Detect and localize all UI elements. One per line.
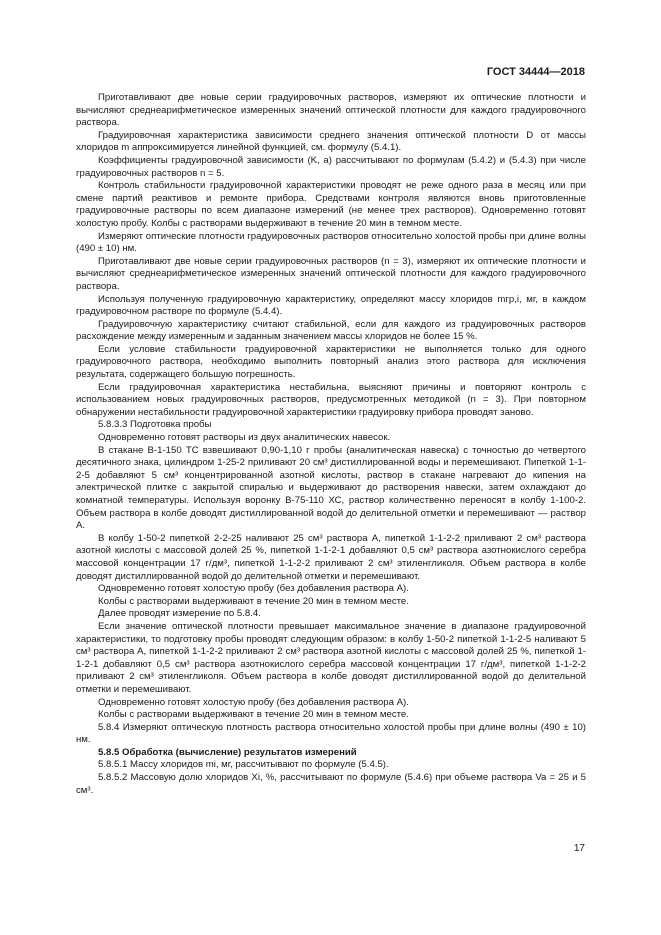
document-body	[76, 92, 586, 797]
paragraph: Приготавливают две новые серии градуировочных растворов, измеряют их оптические плотности и вычисляют среднеарифметическое измеренных значений оптической плотности для каждого градуировочного раствора.	[76, 92, 586, 129]
paragraph: Коэффициенты градуировочной зависимости (K, a) рассчитывают по формулам (5.4.2) и (5.4.3) при числе градуировочных растворов n = 5.	[76, 154, 586, 179]
paragraph: Контроль стабильности градуировочной характеристики проводят не реже одного раза в месяц или при смене партий реактивов и ремонте прибора. Средствами контроля являются вновь приготовленные градуировочные растворы по всем диапазоне измерений (не менее трех растворов). Одновременно готовят холостую пробу. Колбы с растворами выдерживают в течение 20 мин в темном месте.	[76, 180, 586, 229]
paragraph: Если градуировочная характеристика нестабильна, выясняют причины и повторяют контроль с использованием новых градуировочных растворов, предусмотренных методикой (n = 3). При повторном обнаружении нестабильности градуировочной характеристики градуировку прибора проводят заново.	[76, 381, 586, 418]
paragraph: Колбы с растворами выдерживают в течение 20 мин в темном месте.	[98, 709, 409, 721]
section-heading: 5.8.5 Обработка (вычисление) результатов измерений	[98, 746, 357, 758]
paragraph: Измеряют оптические плотности градуировочных растворов относительно холостой пробы при длине волны (490 ± 10) нм.	[76, 230, 586, 255]
paragraph: Приготавливают две новые серии градуировочных растворов (n = 3), измеряют их оптические плотности и вычисляют среднеарифметическое измеренных значений оптической плотности для каждого градуировочного раствора.	[76, 255, 586, 292]
paragraph: В стакане В-1-150 ТС взвешивают 0,90-1,10 г пробы (аналитическая навеска) с точностью до четвертого десятичного знака, цилиндром 1-25-2 приливают 20 см³ дистиллированной воды и перемешивают. Пипеткой 1-1-2-5 добавляют 5 см³ концентрированной азотной кислоты, раствор в стакане нагревают до кипения на электрической плитке с закрытой спиралью и выдерживают до растворения навески, затем охлаждают до комнатной температуры. Используя воронку В-75-110 ХС, раствор количественно переносят в колбу 1-100-2. Объем раствора в колбе доводят дистиллированной водой до делительной отметки и перемешивают — раствор А.	[76, 444, 586, 532]
paragraph: Далее проводят измерение по 5.8.4.	[98, 608, 261, 620]
page-number: 17	[573, 843, 585, 854]
paragraph: Градуировочную характеристику считают стабильной, если для каждого из градуировочных растворов расхождение между измеренным и заданным значением массы хлоридов не более 15 %.	[76, 318, 586, 343]
paragraph: В колбу 1-50-2 пипеткой 2-2-25 наливают 25 см³ раствора А, пипеткой 1-1-2-2 приливают 2 см³ раствора азотной кислоты с массовой долей 25 %, пипеткой 1-1-2-1 добавляют 0,5 см³ раствора азотнокислого серебра массовой концентрации 17 г/дм³, пипеткой 1-1-2-2 приливают 2 см³ этиленгликоля. Объем раствора в колбе доводят дистиллированной водой до делительной отметки и перемешивают.	[76, 532, 586, 582]
paragraph: 5.8.4 Измеряют оптическую плотность раствора относительно холостой пробы при длине волны (490 ± 10) нм.	[76, 721, 586, 746]
paragraph: 5.8.5.1 Массу хлоридов mi, мг, рассчитывают по формуле (5.4.5).	[98, 759, 389, 771]
paragraph: Одновременно готовят холостую пробу (без добавления раствора А).	[98, 696, 409, 708]
paragraph: Градуировочная характеристика зависимости среднего значения оптической плотности D от массы хлоридов m аппроксимируется линейной функцией, см. формулу (5.4.1).	[76, 129, 586, 154]
paragraph: Одновременно готовят холостую пробу (без добавления раствора А).	[98, 583, 409, 595]
document-header: ГОСТ 34444—2018	[486, 66, 585, 78]
subsection-heading: 5.8.3.3 Подготовка пробы	[98, 419, 212, 431]
paragraph: Используя полученную градуировочную характеристику, определяют массу хлоридов mгр,i, мг, в каждом градуировочном растворе по формуле (5.4.4).	[76, 293, 586, 318]
paragraph: Колбы с растворами выдерживают в течение 20 мин в темном месте.	[98, 595, 409, 607]
paragraph: 5.8.5.2 Массовую долю хлоридов Xi, %, рассчитывают по формуле (5.4.6) при объеме раствора Va = 25 и 5 см³.	[76, 772, 586, 796]
paragraph: Одновременно готовят растворы из двух аналитических навесок.	[98, 432, 391, 444]
paragraph: Если значение оптической плотности превышает максимальное значение в диапазоне градуировочной характеристики, то подготовку пробы проводят следующим образом: в колбу 1-50-2 пипеткой 1-1-2-5 наливают 5 см³ раствора А, пипеткой 1-1-2-2 приливают 2 см³ раствора азотной кислоты с массовой долей 25 %, пипеткой 1-1-2-1 добавляют 0,5 см³ раствора азотнокислого серебра массовой концентрации 17 г/дм³, пипеткой 1-1-2-2 приливают 2 см³ этиленгликоля. Объем раствора в колбе доводят дистиллированной водой до делительной отметки и перемешивают.	[76, 620, 586, 695]
paragraph: Если условие стабильности градуировочной характеристики не выполняется только для одного градуировочного раствора, необходимо выполнить повторный анализ этого раствора для исключения результата, содержащего большую погрешность.	[76, 343, 586, 381]
